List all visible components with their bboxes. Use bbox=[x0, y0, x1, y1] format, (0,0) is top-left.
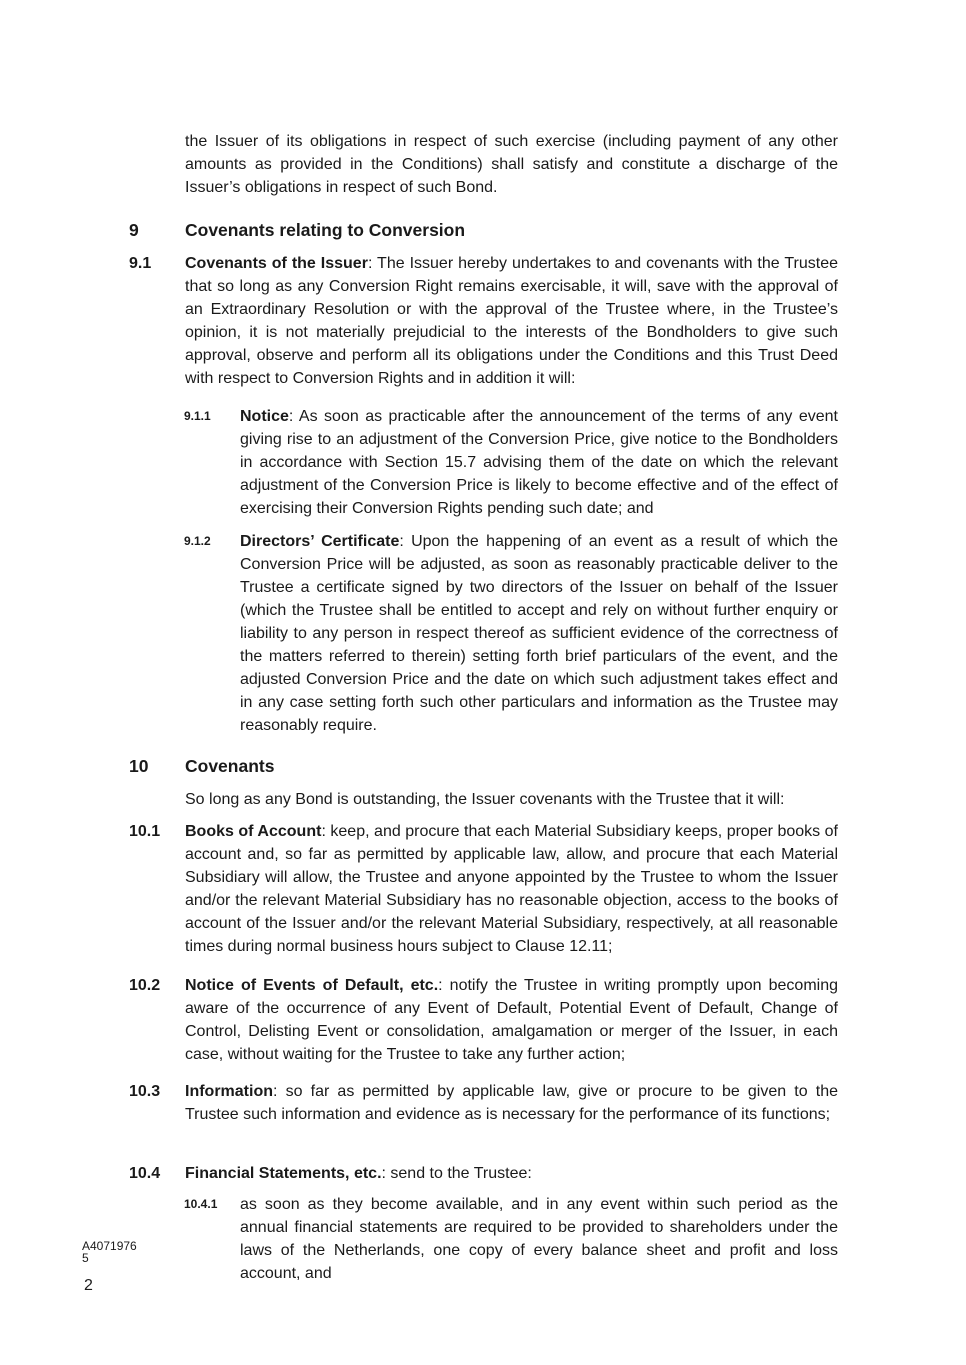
clause-10-3 bbox=[185, 1080, 838, 1126]
clause-9-1-2-text: : Upon the happening of an event as a result of which the Conversion Price will be adjusted, as soon as reasonably practicable deliver to the Trustee a certificate signed by two directors of the Issuer on behalf of the Issuer (which the Trustee shall be entitled to accept and rely on without further enquiry or liability to any person in respect thereof as sufficient evidence of the correctness of the matters referred to therein) setting forth brief particulars of the event, and the adjusted Conversion Price and the date on which such adjustment takes effect and in any case setting forth such other particulars and information as the Trustee may reasonably require. bbox=[240, 533, 838, 734]
document-reference bbox=[82, 1240, 137, 1264]
clause-10-1-heading: Books of Account bbox=[185, 823, 322, 840]
clause-9-1-number: 9.1 bbox=[129, 255, 152, 272]
document-reference-line-2: 5 bbox=[82, 1251, 89, 1265]
clause-10-2-number: 10.2 bbox=[129, 977, 161, 994]
section-10-title: Covenants bbox=[185, 756, 275, 776]
page-number: 2 bbox=[84, 1277, 93, 1294]
section-10-number: 10 bbox=[129, 756, 149, 776]
clause-10-4-text: : send to the Trustee: bbox=[381, 1165, 532, 1182]
clause-10-4 bbox=[185, 1162, 838, 1185]
clause-9-1-1-text: : As soon as practicable after the announcement of the terms of any event giving rise to an adjustment of the Conversion Price, give notice to the Bondholders in accordance with Section 15.7 advising them of the date on which the relevant adjustment of the Conversion Price is likely to become effective and of the effect of exercising their Conversion Rights pending such date; and bbox=[240, 408, 838, 517]
clause-9-1-2-heading: Directors’ Certificate bbox=[240, 533, 400, 550]
clause-10-4-heading: Financial Statements, etc. bbox=[185, 1165, 382, 1182]
clause-9-1-text: : The Issuer hereby undertakes to and covenants with the Trustee that so long as any Conversion Right remains exercisable, it will, save with the approval of an Extraordinary Resolution or with the approval of the Trustee where, in the Trustee’s opinion, it is not materially prejudicial to the interests of the Bondholders to give such approval, observe and perform all its obligations under the Conditions and this Trust Deed with respect to Conversion Rights and in addition it will: bbox=[185, 255, 838, 387]
document-reference-line-1: A4071976 bbox=[82, 1239, 137, 1253]
clause-10-2-heading: Notice of Events of Default, etc. bbox=[185, 977, 439, 994]
clause-10-4-1-number: 10.4.1 bbox=[184, 1197, 218, 1211]
clause-10-1-number: 10.1 bbox=[129, 823, 161, 840]
clause-9-1-1 bbox=[240, 405, 838, 520]
clause-10-4-number: 10.4 bbox=[129, 1165, 161, 1182]
clause-10-1 bbox=[185, 820, 838, 958]
clause-10-2-text: : notify the Trustee in writing promptly upon becoming aware of the occurrence of any Event of Default, Potential Event of Default, Change of Control, Delisting Event or consolidation, amalgamation or merger of the Issuer, in each case, without waiting for the Trustee to take any further action; bbox=[185, 977, 838, 1063]
clause-9-1-2 bbox=[240, 530, 838, 737]
clause-10-3-number: 10.3 bbox=[129, 1083, 161, 1100]
section-9-number: 9 bbox=[129, 220, 139, 240]
clause-10-3-text: : so far as permitted by applicable law, give or procure to be given to the Trustee such information and evidence as is necessary for the performance of its functions; bbox=[185, 1083, 838, 1123]
clause-10-1-text: : keep, and procure that each Material Subsidiary keeps, proper books of account and, so far as permitted by applicable law, allow, and procure that each Material Subsidiary will allow, the Trustee and anyone appointed by the Trustee to whom the Issuer and/or the relevant Material Subsidiary has no reasonable objection, access to the books of account of the Issuer and/or the relevant Material Subsidiary, respectively, at all reasonable times during normal business hours subject to Clause 12.11; bbox=[185, 823, 839, 955]
section-9-title: Covenants relating to Conversion bbox=[185, 220, 466, 240]
clause-9-1-1-heading: Notice bbox=[240, 408, 289, 425]
intro-paragraph: the Issuer of its obligations in respect of such exercise (including payment of any other amounts as provided in the Conditions) shall satisfy and constitute a discharge of the Issuer’s obligations in respect of such Bond. bbox=[185, 133, 838, 196]
clause-9-1-heading: Covenants of the Issuer bbox=[185, 255, 368, 272]
clause-9-1-1-number: 9.1.1 bbox=[184, 409, 211, 423]
clause-10-3-heading: Information bbox=[185, 1083, 273, 1100]
section-10-lead: So long as any Bond is outstanding, the Issuer covenants with the Trustee that it will: bbox=[185, 791, 785, 808]
clause-9-1 bbox=[185, 252, 838, 390]
clause-10-2 bbox=[185, 974, 838, 1066]
clause-9-1-2-number: 9.1.2 bbox=[184, 534, 211, 548]
clause-10-4-1-text: as soon as they become available, and in any event within such period as the annual financial statements are required to be provided to shareholders under the laws of the Netherlands, one copy of every balance sheet and profit and loss account, and bbox=[240, 1196, 838, 1282]
